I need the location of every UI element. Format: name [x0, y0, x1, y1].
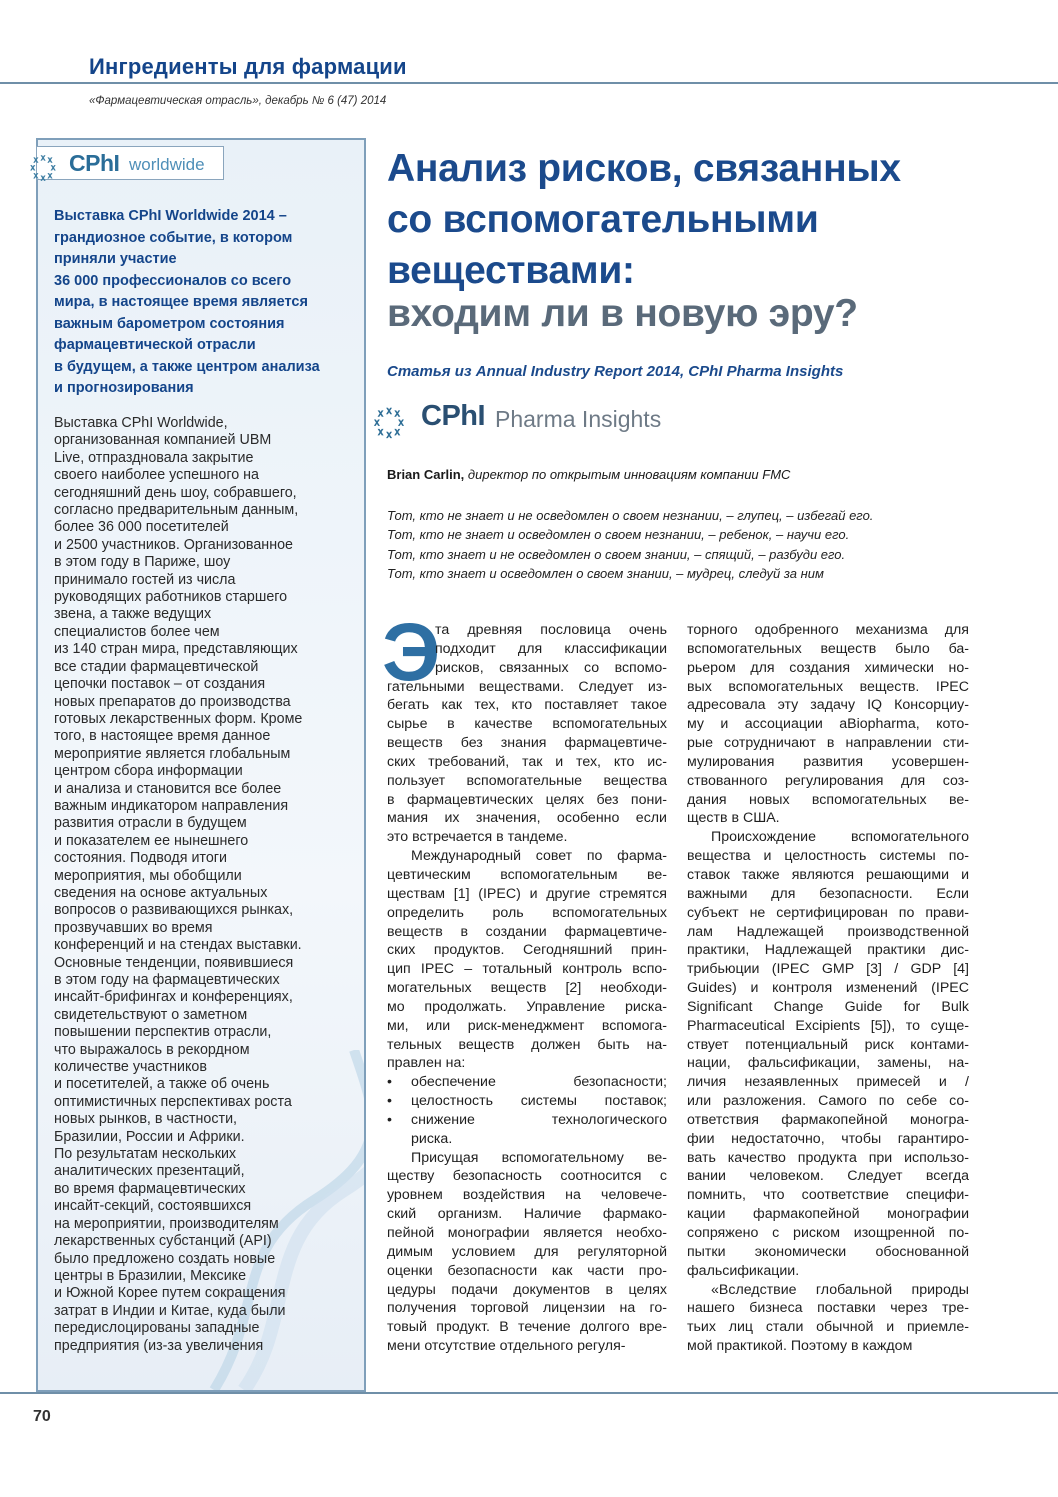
pi-logo-brand: CPhI — [421, 400, 486, 432]
column-line: цевтическим вспомогательным ве- — [387, 866, 667, 883]
column-line: сырье в качестве вспомогательных — [387, 716, 667, 733]
column-line: Присущая вспомогательному ве- — [411, 1149, 667, 1166]
epigraph — [387, 506, 873, 583]
column-line: рые сотрудничают в направлении сти- — [687, 735, 969, 752]
column-line: оценки безопасности как части про- — [387, 1262, 667, 1279]
column-line: ских требований, так и тех, кто ис- — [387, 753, 667, 770]
author-name: Brian Carlin, — [387, 467, 465, 482]
column-line: дания новых вспомогательных ве- — [687, 791, 969, 808]
column-line: вещества и целостность системы по- — [687, 848, 969, 865]
sidebar-body-line: Основные тенденции, появившиеся — [54, 954, 294, 971]
column-line: вспомогательных веществ было ба- — [687, 640, 969, 657]
sidebar-body-line: и анализа и становится все более — [54, 780, 282, 797]
section-title: Ингредиенты для фармации — [89, 54, 407, 79]
column-line: ствованного регулирования для соз- — [687, 772, 969, 789]
column-line: цип IPEC – тотальный контроль вспо- — [387, 961, 667, 978]
column-line: нашего бизнеса поставки через тре- — [687, 1300, 969, 1317]
column-line: мени отсутствие отдельного регуля- — [387, 1338, 626, 1355]
sidebar-body-line: было предложено создать новые — [54, 1250, 276, 1267]
sidebar-body-line: развития отрасли в будущем — [54, 815, 247, 832]
sidebar-body-line: и показателем ее нынешнего — [54, 832, 249, 849]
column-line: субъект не сертифицирован по прави- — [687, 904, 969, 921]
title-line: со вспомогательными — [387, 198, 819, 241]
sidebar-body-line: на мероприятии, производителям — [54, 1215, 279, 1232]
column-line: практики, Надлежащей практики дис- — [687, 942, 969, 959]
column-line: адресовала эту задачу IQ Консорциу- — [687, 697, 969, 714]
sidebar-body-line: мероприятие является глобальным — [54, 745, 291, 762]
column-line: Происхождение вспомогательного — [711, 829, 969, 846]
sidebar-body-line: своего наиболее успешного на — [54, 467, 260, 484]
column-line: ществам [1] (IPEC) и другие стремятся — [387, 885, 667, 902]
column-line: ствует потенциальный риск контами- — [687, 1036, 969, 1053]
epigraph-line: Тот, кто знает и не осведомлен о своем знании, – спящий, – разбуди его. — [387, 546, 846, 562]
sidebar-lead-text — [54, 206, 354, 400]
sidebar-body-line: вопросов о развивающихся рынках, — [54, 902, 294, 919]
column-line: кации фармакопейной монографии — [687, 1206, 969, 1223]
column-line: вании человеком. Следует всегда — [687, 1168, 969, 1185]
sidebar-body-line: в этом году в Париже, шоу — [54, 554, 231, 571]
column-line: тельных веществ должен быть на- — [387, 1036, 667, 1053]
sidebar-body-line: того, в настоящее время данное — [54, 728, 271, 745]
sidebar-body-line: организованная компанией UBM — [54, 432, 272, 449]
sidebar-body-line: предприятия (из-за увеличения — [54, 1337, 264, 1354]
sidebar-body-line: новых рынков, в частности, — [54, 1111, 238, 1128]
column-line: ских продуктов. Сегодняшний прин- — [387, 942, 667, 959]
column-line: личия незаявленных примесей и / — [687, 1074, 969, 1091]
column-line: трибьюции (IPEC GMP [3] / GDP [4] — [687, 961, 969, 978]
column-line: цедуры подачи документов в целях — [387, 1281, 667, 1298]
column-line: подходит для классификации — [435, 640, 667, 657]
sidebar-body-line: звена, а также ведущих — [54, 606, 212, 623]
bullet-item: • снижение технологического — [387, 1111, 667, 1130]
title-line: веществами: — [387, 249, 635, 292]
column-line: лам Надлежащей производственной — [687, 923, 969, 940]
sidebar-body-line: Live, отпраздновала закрытие — [54, 449, 254, 466]
sidebar-body-line: новых препаратов до производства — [54, 693, 291, 710]
sidebar-body-line: все стадии фармацевтической — [54, 658, 259, 675]
column-line: димым условием для регуляторной — [387, 1243, 667, 1260]
column-line: нации, фальсификации, замены, на- — [687, 1055, 969, 1072]
column-line: фии недостаточно, чтобы гарантиро- — [687, 1130, 969, 1147]
sidebar-lead-line: фармацевтической отрасли — [54, 337, 256, 353]
sidebar-body-line: оптимистичных перспективах роста — [54, 1093, 292, 1110]
column-line: рисков, связанных со вспомо- — [435, 659, 667, 676]
issue-line: «Фармацевтическая отрасль», декабрь № 6 (47) 2014 — [89, 95, 387, 107]
column-line: ставок также являются решающими и — [687, 866, 969, 883]
epigraph-line: Тот, кто не знает и осведомлен о своем незнании, – ребенок, – научи его. — [387, 527, 850, 543]
sidebar-body-line: Бразилии, России и Африки. — [54, 1128, 245, 1145]
sidebar-body-line: мероприятия, мы обобщили — [54, 867, 242, 884]
column-line: правлен на: — [387, 1055, 466, 1072]
column-line: или разложения. Самого по себе со- — [687, 1093, 969, 1110]
sidebar-body-line: свидетельствуют о заметном — [54, 1006, 248, 1023]
sidebar-body-line: руководящих работников старшего — [54, 589, 288, 606]
column-line: ществ в США. — [687, 810, 780, 827]
column-line: мулирования развития усовершен- — [687, 753, 969, 770]
column-line: помнить, что соответствие специфи- — [687, 1187, 969, 1204]
bullet-item: • обеспечение безопасности; — [387, 1073, 667, 1092]
column-line: это встречается в тандеме. — [387, 829, 568, 846]
sidebar-body-line: принимало гостей из числа — [54, 571, 236, 588]
sidebar-body-line: передислоцированы западные — [54, 1320, 260, 1337]
sidebar-body-line: центры в Бразилии, Мексике — [54, 1267, 247, 1284]
sidebar-body-line: инсайт-брифингах и конференциях, — [54, 989, 293, 1006]
sidebar-body-line: повышении перспектив отрасли, — [54, 1024, 272, 1041]
column-line: бегать как тех, кто поставляет такое — [387, 697, 667, 714]
sidebar-body-line: инсайт-секций, состоявшихся — [54, 1198, 252, 1215]
cphi-pharma-insights-logo — [387, 400, 677, 440]
column-line: веществ в создании фармацевтиче- — [387, 923, 667, 940]
sidebar-body-line: что выражалось в рекордном — [54, 1041, 250, 1058]
sidebar-body-line: сведения на основе актуальных — [54, 884, 268, 901]
column-line: вых вспомогательных веществ. IPEC — [687, 678, 969, 695]
sidebar-body-line: и посетителей, а также об очень — [54, 1076, 270, 1093]
sidebar-body-line: важным индикатором направления — [54, 797, 289, 814]
column-line: Международный совет по фарма- — [411, 848, 667, 865]
drop-cap: Э — [382, 607, 441, 698]
header-rule — [0, 82, 1058, 84]
column-line: могательных веществ [2] необходи- — [387, 980, 667, 997]
column-line: ми, или риск-менеджмент вспомога- — [387, 1017, 667, 1034]
sidebar-lead-line: и прогнозирования — [54, 380, 194, 396]
column-line: веществ без знания фармацевтиче- — [387, 735, 667, 752]
sidebar-body-line: специалистов более чем — [54, 623, 220, 640]
sidebar-body-line: По результатам нескольких — [54, 1146, 237, 1163]
sidebar-body-line: аналитических презентаций, — [54, 1163, 245, 1180]
column-line: ответствия фармакопейной моногра- — [687, 1111, 969, 1128]
sidebar-body-line: цепочки поставок – от создания — [54, 676, 266, 693]
column-line: вать качество продукта при использо- — [687, 1149, 969, 1166]
column-line: пользует вспомогательные вещества — [387, 772, 667, 789]
sidebar-lead-line: важным барометром состояния — [54, 315, 285, 332]
cphi-worldwide-logo — [36, 146, 224, 180]
column-line: пытки экономически обоснованной — [687, 1243, 969, 1260]
sidebar-body-line: затрат в Индии и Китае, куда были — [54, 1302, 286, 1319]
sidebar-body-line: во время фармацевтических — [54, 1180, 246, 1197]
column-line: уровнем воздействия на человече- — [387, 1187, 667, 1204]
logo-suffix: worldwide — [129, 155, 205, 174]
sidebar-body-line: готовых лекарственных форм. Кроме — [54, 710, 303, 727]
sidebar-body-line: в этом году на фармацевтических — [54, 972, 280, 988]
sidebar-body-line: количестве участников — [54, 1059, 207, 1076]
sidebar-body-line: и Южной Корее путем сокращения — [54, 1285, 286, 1302]
article-subtitle: входим ли в новую эру? — [387, 292, 858, 335]
title-line: Анализ рисков, связанных — [387, 147, 901, 190]
epigraph-line: Тот, кто знает и осведомлен о своем знании, – мудрец, следуй за ним — [387, 565, 824, 581]
sidebar-body-line: прозвучавших во время — [54, 919, 213, 936]
sidebar-body-line: из 140 стран мира, представляющих — [54, 641, 298, 658]
sidebar-lead-line: мира, в настоящее время является — [54, 294, 308, 310]
epigraph-line: Тот, кто не знает и не осведомлен о своем незнании, – глупец, – избегай его. — [387, 508, 874, 523]
column-line: Pharmaceutical Excipients [5]), то суще- — [687, 1017, 969, 1034]
sidebar-body-line: Выставка CPhI Worldwide, — [54, 415, 228, 431]
column-line: фальсификации. — [687, 1262, 800, 1279]
article-title — [387, 143, 1027, 296]
sidebar-body-line: центром сбора информации — [54, 763, 243, 780]
sidebar-lead-line: 36 000 профессионалов со всего — [54, 272, 292, 289]
sidebar-body-line: конференций и на стендах выставки. — [54, 937, 302, 954]
column-line: рьером для создания химически но- — [687, 659, 969, 676]
column-line: получения торговой лицензии на го- — [387, 1300, 667, 1317]
column-line: ский организм. Наличие фармако- — [387, 1206, 667, 1223]
column-line: важными для безопасности. Если — [687, 885, 969, 902]
article-column-1 — [387, 621, 667, 1356]
column-line: мо продолжать. Управление риска- — [387, 998, 667, 1015]
column-line: мания их значения, особенно если — [387, 810, 667, 827]
sidebar-lead-line: в будущем, а также центром анализа — [54, 358, 320, 375]
sidebar-body-line: более 36 000 посетителей — [54, 519, 229, 536]
article-column-2 — [687, 621, 969, 1356]
article-source: Статья из Annual Industry Report 2014, CPhI Pharma Insights — [387, 363, 844, 380]
sidebar-lead-line: Выставка CPhI Worldwide 2014 – — [54, 208, 287, 224]
column-line: гательными веществами. Следует из- — [387, 678, 667, 695]
sidebar-lead-line: приняли участие — [54, 251, 177, 267]
author-role: директор по открытым инновациям компании FMC — [467, 467, 791, 482]
bullet-item: • целостность системы поставок; — [387, 1092, 667, 1111]
column-line: сопряжено с риском изощренной по- — [687, 1225, 969, 1241]
logo-brand: CPhI — [69, 150, 120, 176]
sidebar-body-line: согласно предварительным данным, — [54, 502, 299, 519]
sidebar-body-line: сегодняшний день шоу, собравшего, — [54, 484, 297, 501]
column-line: ществу безопасность соотносится с — [387, 1168, 667, 1185]
column-line: пейной монографии является необхо- — [387, 1225, 667, 1241]
column-line: та древняя пословица очень — [435, 622, 667, 638]
column-line: мой практикой. Поэтому в каждом — [687, 1338, 913, 1355]
column-line: в фармацевтических целях без пони- — [387, 791, 667, 808]
page-number: 70 — [33, 1408, 51, 1425]
sidebar-lead-line: грандиозное событие, в котором — [54, 229, 293, 246]
column-line: му и ассоциации aBiopharma, кото- — [687, 716, 969, 733]
pi-logo-suffix: Pharma Insights — [495, 406, 662, 432]
column-line: Significant Change Guide for Bulk — [687, 998, 969, 1015]
sidebar-body-line: состояния. Подводя итоги — [54, 850, 227, 867]
column-line: товый продукт. В течение долгого вре- — [387, 1319, 667, 1336]
sidebar-body-line: и 2500 участников. Организованное — [54, 536, 293, 553]
sidebar-body-text — [54, 415, 354, 1355]
footer-rule — [0, 1392, 1058, 1394]
column-line: торного одобренного механизма для — [687, 622, 969, 638]
column-line: определить роль вспомогательных — [387, 904, 667, 921]
column-line: тьих лиц стали обычной и приемле- — [687, 1319, 969, 1336]
author-line — [387, 467, 790, 482]
sidebar-body-line: лекарственных субстанций (API) — [54, 1233, 272, 1250]
bullet-item: риска. — [411, 1130, 453, 1147]
column-line: Guides) и контроля изменений (IPEC — [687, 980, 969, 997]
column-line: «Вследствие глобальной природы — [711, 1281, 969, 1298]
